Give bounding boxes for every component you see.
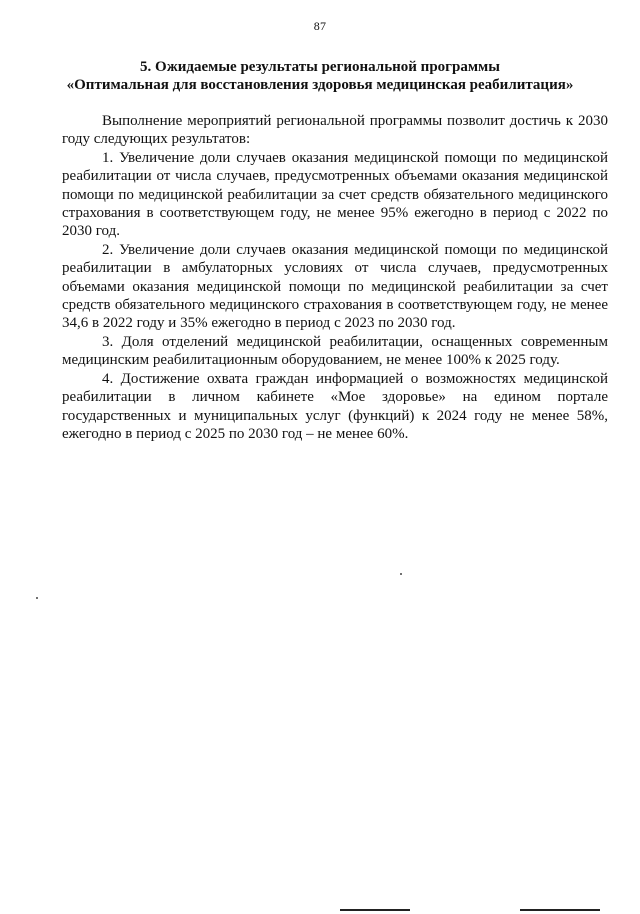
section-heading-line-1: 5. Ожидаемые результаты региональной программы — [140, 59, 500, 75]
result-item-1: 1. Увеличение доли случаев оказания медицинской помощи по медицинской реабилитации от числа случаев, предусмотренных объемами оказания медицинской помощи по медицинской реабилитации за счет средств обязательного медицинского страхования в соответствующем году, не менее 95% ежегодно в период с 2022 по 2030 год. — [62, 149, 608, 240]
document-body — [62, 112, 608, 443]
result-item-2: 2. Увеличение доли случаев оказания медицинской помощи по медицинской реабилитации в амбулаторных условиях от числа случаев, предусмотренных объемами оказания медицинской помощи по медицинской реабилитации за счет средств обязательного медицинского страхования в соответствующем году, не менее 34,6 в 2022 году и 35% ежегодно в период с 2023 по 2030 год. — [62, 241, 608, 332]
intro-paragraph: Выполнение мероприятий региональной программы позволит достичь к 2030 году следующих результатов: — [62, 113, 608, 148]
scan-speck — [400, 573, 402, 575]
result-item-4: 4. Достижение охвата граждан информацией о возможностях медицинской реабилитации в личном кабинете «Мое здоровье» на едином портале государственных и муниципальных услуг (функций) к 2024 году не менее 58%, ежегодно в период с 2025 по 2030 год – не менее 60%. — [62, 370, 608, 442]
scan-speck — [36, 597, 38, 599]
section-heading-line-2: «Оптимальная для восстановления здоровья медицинская реабилитация» — [66, 77, 574, 93]
scan-edge-artifact — [520, 909, 600, 911]
page-number: 87 — [313, 19, 327, 33]
scan-edge-artifact — [340, 909, 410, 911]
section-heading — [40, 58, 600, 94]
result-item-3: 3. Доля отделений медицинской реабилитации, оснащенных современным медицинским реабилитационным оборудованием, не менее 100% к 2025 году. — [62, 333, 608, 369]
